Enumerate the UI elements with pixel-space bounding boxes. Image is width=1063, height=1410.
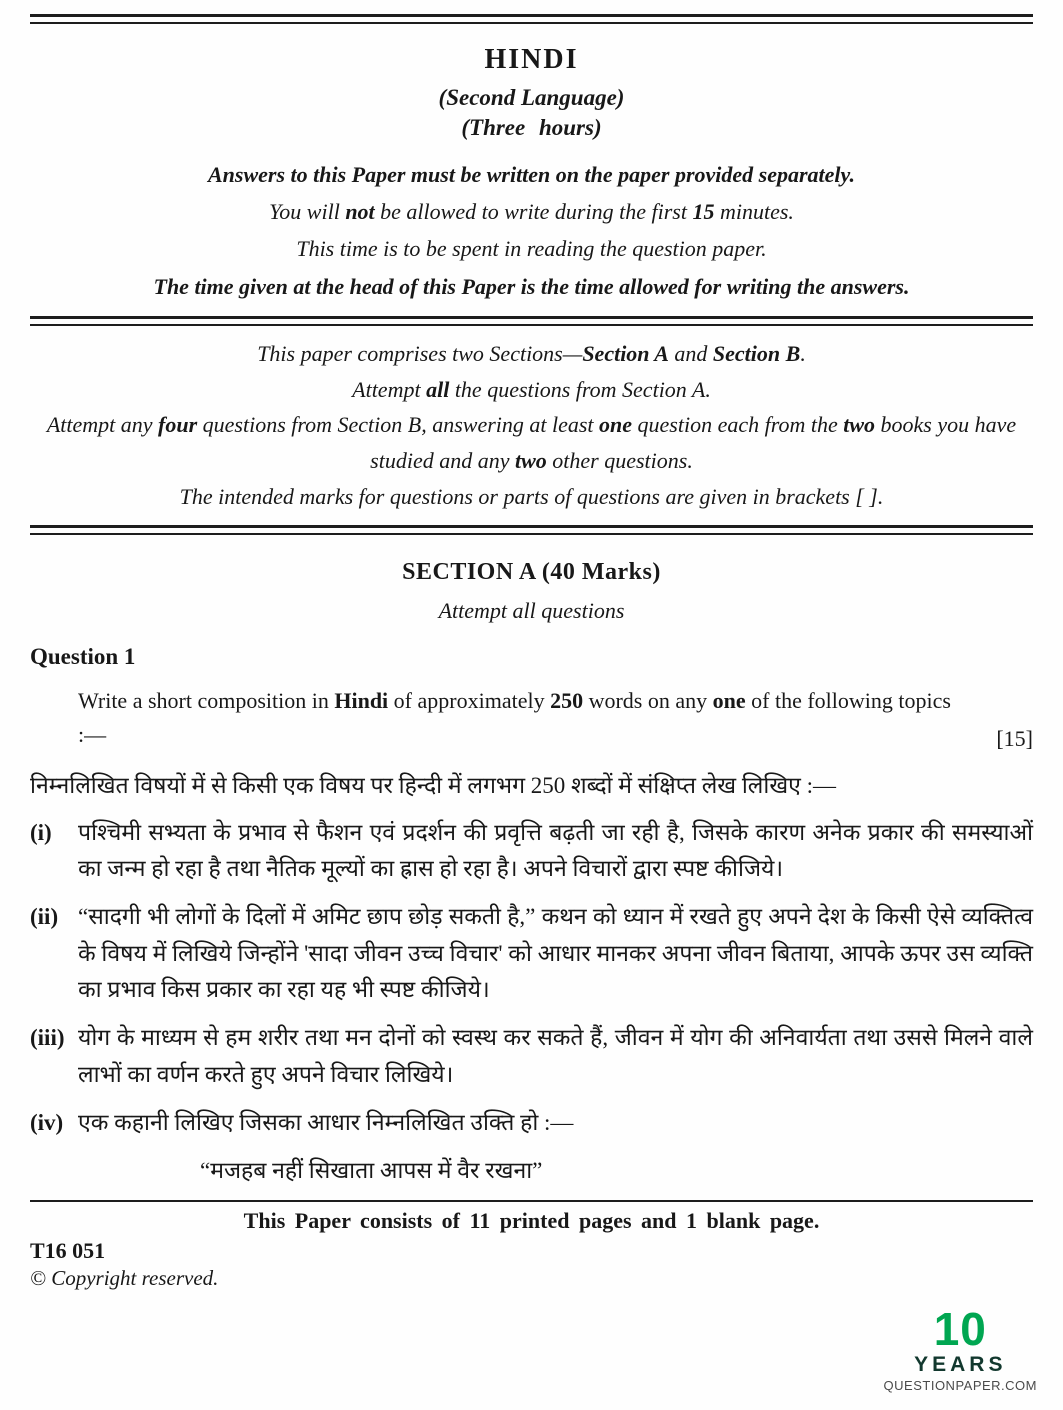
top-divider — [30, 14, 1033, 24]
composition-quote: “मजहब नहीं सिखाता आपस में वैर रखना” — [200, 1158, 543, 1184]
general-note-1: This paper comprises two Sections—Section A and Section B. — [257, 340, 806, 366]
topic-item-1 — [30, 815, 1033, 888]
topic-item-2 — [30, 899, 1033, 1008]
question1-marks: [15] — [996, 726, 1033, 752]
topic-item-4 — [30, 1105, 1033, 1141]
topic-text-1: पश्चिमी सभ्यता के प्रभाव से फैशन एवं प्रदर्शन की प्रवृत्ति बढ़ती जा रही है, जिसके कारण अनेक प्रकार की समस्याओं का जन्म हो रहा है तथा नैतिक मूल्यों का ह्रास हो रहा है। अपने विचारों द्वारा स्पष्ट कीजिये। — [78, 819, 1033, 881]
topic-label-1: (i) — [30, 819, 52, 845]
general-note-2: Attempt all the questions from Section A. — [352, 376, 711, 402]
logo-number: 10 — [933, 1303, 987, 1355]
instruction-line-1: Answers to this Paper must be written on the paper provided separately. — [208, 162, 855, 187]
footer-divider — [30, 1200, 1033, 1202]
topic-text-2: “सादगी भी लोगों के दिलों में अमिट छाप छोड़ सकती है,” कथन को ध्यान में रखते हुए अपने देश के किसी ऐसे व्यक्तित्व के विषय में लिखिये जिन्होंने 'सादा जीवन उच्च विचार' को आधार मानकर अपना जीवन बिताया, आपके ऊपर उस व्यक्ति का प्रभाव किस प्रकार का रहा यह भी स्पष्ट कीजिये। — [78, 904, 1033, 1002]
copyright-note: © Copyright reserved. — [30, 1265, 219, 1290]
general-note-3: Attempt any four questions from Section B, answering at least one question each from the two books you have studied and any two other questions. — [46, 412, 1017, 474]
pages-note: This Paper consists of 11 printed pages and 1 blank page. — [243, 1207, 820, 1233]
general-note-4: The intended marks for questions or parts of questions are given in brackets [ ]. — [179, 484, 884, 510]
paper-subtitle-duration: (Three hours) — [461, 115, 602, 140]
questionpaper-logo — [883, 1303, 1037, 1393]
logo-years: YEARS — [914, 1353, 1007, 1376]
section-a-subheading: Attempt all questions — [438, 598, 625, 624]
section-divider-bottom — [30, 525, 1033, 535]
topic-text-4: एक कहानी लिखिए जिसका आधार निम्नलिखित उक्ति हो :— — [78, 1109, 574, 1135]
instruction-line-2: You will not be allowed to write during the first 15 minutes. — [269, 199, 794, 225]
question1-topics — [30, 815, 1033, 1142]
section-a-heading: SECTION A (40 Marks) — [402, 559, 661, 586]
topic-item-3 — [30, 1020, 1033, 1093]
topic-label-4: (iv) — [30, 1109, 64, 1135]
instruction-line-4: The time given at the head of this Paper is the time allowed for writing the answers. — [153, 273, 910, 299]
topic-label-3: (iii) — [30, 1025, 65, 1051]
topic-text-3: योग के माध्यम से हम शरीर तथा मन दोनों को स्वस्थ कर सकते हैं, जीवन में योग की अनिवार्यता तथा उससे मिलने वाले लाभों का वर्णन करते हुए अपने विचार लिखिये। — [78, 1025, 1033, 1087]
question1-prompt-row — [30, 684, 1033, 752]
paper-title: HINDI — [484, 44, 579, 75]
question1-prompt-en: Write a short composition in Hindi of approximately 250 words on any one of the following topics :— — [78, 688, 951, 748]
instruction-line-3: This time is to be spent in reading the question paper. — [296, 236, 767, 262]
question1-prompt-hi: निम्नलिखित विषयों में से किसी एक विषय पर हिन्दी में लगभग 250 शब्दों में संक्षिप्त लेख लिखिए :— — [30, 773, 837, 799]
section-divider-top — [30, 316, 1033, 326]
paper-subtitle-language: (Second Language) — [438, 85, 625, 110]
paper-code: T16 051 — [30, 1237, 106, 1263]
paper-instructions — [30, 157, 1033, 304]
question1-label: Question 1 — [30, 644, 136, 670]
topic-label-2: (ii) — [30, 904, 59, 930]
general-notes — [30, 336, 1033, 515]
logo-site: QUESTIONPAPER.COM — [883, 1378, 1037, 1393]
